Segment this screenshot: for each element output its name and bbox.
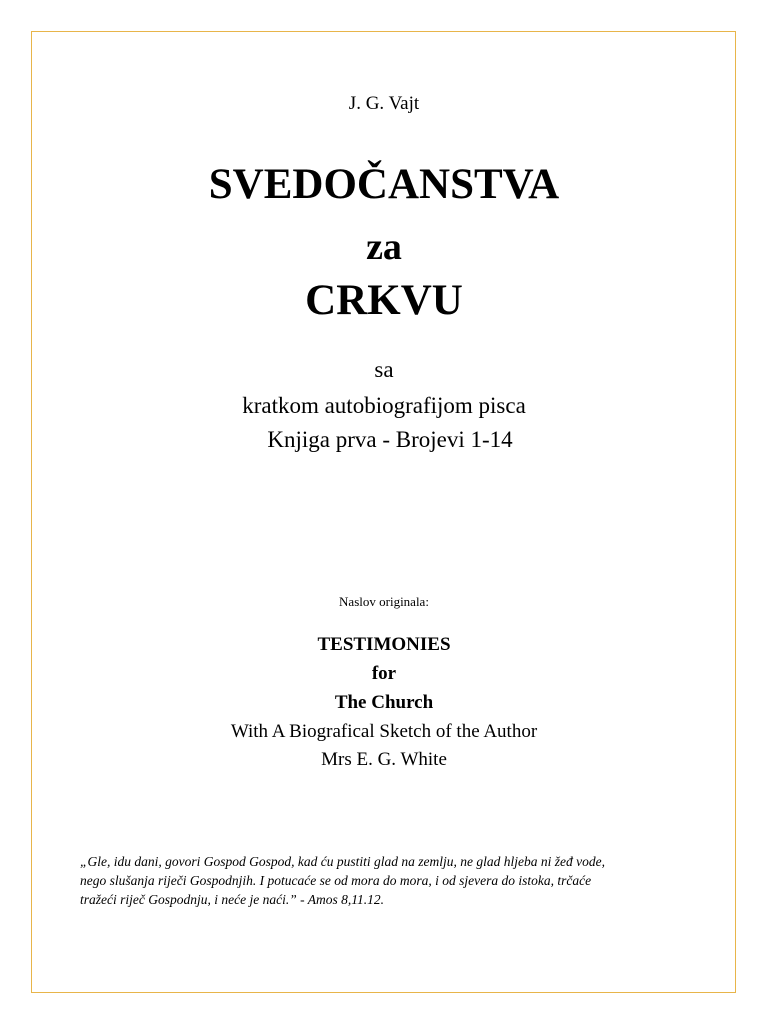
subtitle-line-2: kratkom autobiografijom pisca (242, 393, 526, 418)
epigraph-line: „Gle, idu dani, govori Gospod Gospod, kad ću pustiti glad na zemlju, ne glad hljeba ni žeđ vode, (80, 854, 605, 869)
subtitle-line-3: Knjiga prva - Brojevi 1-14 (267, 427, 513, 452)
original-title-label: Naslov originala: (339, 594, 429, 609)
original-title-line-3: The Church (334, 692, 434, 713)
epigraph-quote (80, 852, 700, 909)
epigraph-line: tražeći riječ Gospodnju, i neće je naći.” - Amos 8,11.12. (80, 892, 384, 907)
author-name: J. G. Vajt (348, 93, 420, 114)
original-author: Mrs E. G. White (321, 749, 447, 770)
title-line-2: za (366, 226, 402, 268)
subtitle-line-1: sa (374, 357, 394, 382)
original-title-line-1: TESTIMONIES (317, 634, 451, 655)
original-subtitle: With A Biografical Sketch of the Author (230, 721, 538, 742)
title-line-1: SVEDOČANSTVA (208, 161, 560, 208)
original-title-line-2: for (371, 663, 397, 684)
epigraph-line: nego slušanja riječi Gospodnjih. I potucaće se od mora do mora, i od sjevera do istoka, trčaće (80, 873, 592, 888)
title-line-3: CRKVU (305, 277, 463, 324)
